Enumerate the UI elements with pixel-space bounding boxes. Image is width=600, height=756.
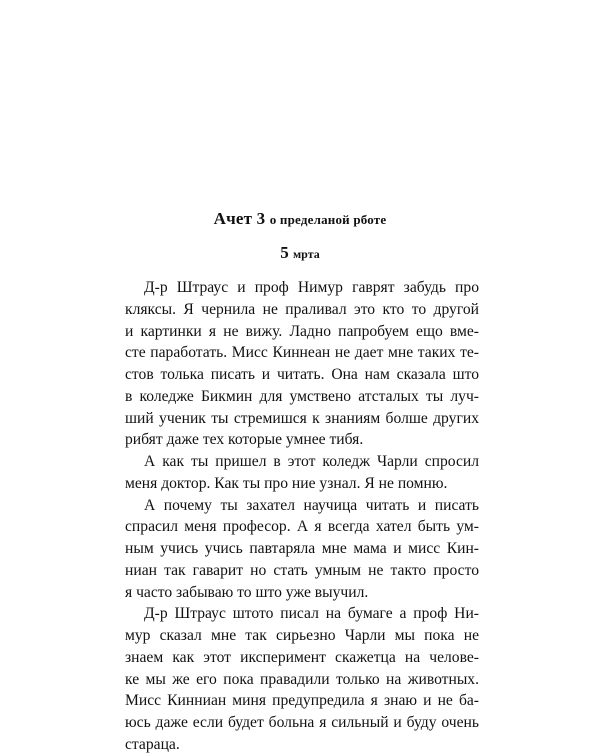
text-line: юсь даже если будет больна я сильный и буду очень	[125, 714, 479, 731]
entry-date	[0, 242, 600, 265]
text-line: я часто забываю то што уже выучил.	[125, 583, 369, 601]
heading-number: 3	[256, 209, 266, 228]
date-day: 5	[280, 243, 289, 262]
report-heading	[0, 208, 600, 231]
text-line: ным учись учись павтаряла мне мама и мисс Кин-	[125, 540, 479, 557]
text-line: и картинки я не вижу. Ладно папробуем ещо вме-	[125, 322, 479, 340]
text-line: меня доктор. Как ты про ние узнал. Я не помню.	[125, 474, 448, 492]
text-line: стов толька писать и читать. Она нам сказала што	[125, 366, 479, 383]
text-line: А как ты пришел в этот коледж Чарли спросил	[144, 453, 479, 470]
text-line: знаем как этот иксперимент скажетца на челове-	[125, 648, 479, 666]
text-line: мур сказал мне так сирьезно Чарли мы пока не	[125, 627, 479, 644]
text-line: Д-р Штраус и проф Нимур гаврят забудь про	[144, 279, 479, 296]
body-text	[125, 277, 479, 756]
text-line: Мисс Кинниан миня предупредила я знаю и не ба-	[125, 692, 479, 710]
text-line: в коледже Бикмин для умствено атсталых ты луч-	[125, 387, 479, 405]
text-line: А почему ты захател научица читать и писать	[144, 496, 479, 514]
text-line: ке мы же его пока правадили только на животных.	[125, 670, 479, 688]
text-line: Д-р Штраус штото писал на бумаге а проф Ни-	[144, 605, 479, 623]
text-line: ниан так гаварит но стать умным не такто просто	[125, 561, 479, 579]
text-line: стараца.	[125, 735, 180, 753]
text-line: кляксы. Я чернила не праливал это кто то другой	[125, 300, 479, 318]
heading-title: о пределаной рботе	[269, 212, 387, 227]
heading-prefix: Ачет	[213, 209, 253, 228]
date-month: мрта	[293, 247, 320, 261]
text-line: спрасил меня професор. А я всегда хател быть ум-	[125, 518, 479, 536]
text-line: рибят даже тех которые умнее тибя.	[125, 431, 364, 449]
text-line: сте паработать. Мисс Киннеан не дает мне таких те-	[125, 344, 479, 362]
text-line: ший ученик ты стремишся к знаниям болше других	[125, 409, 479, 427]
